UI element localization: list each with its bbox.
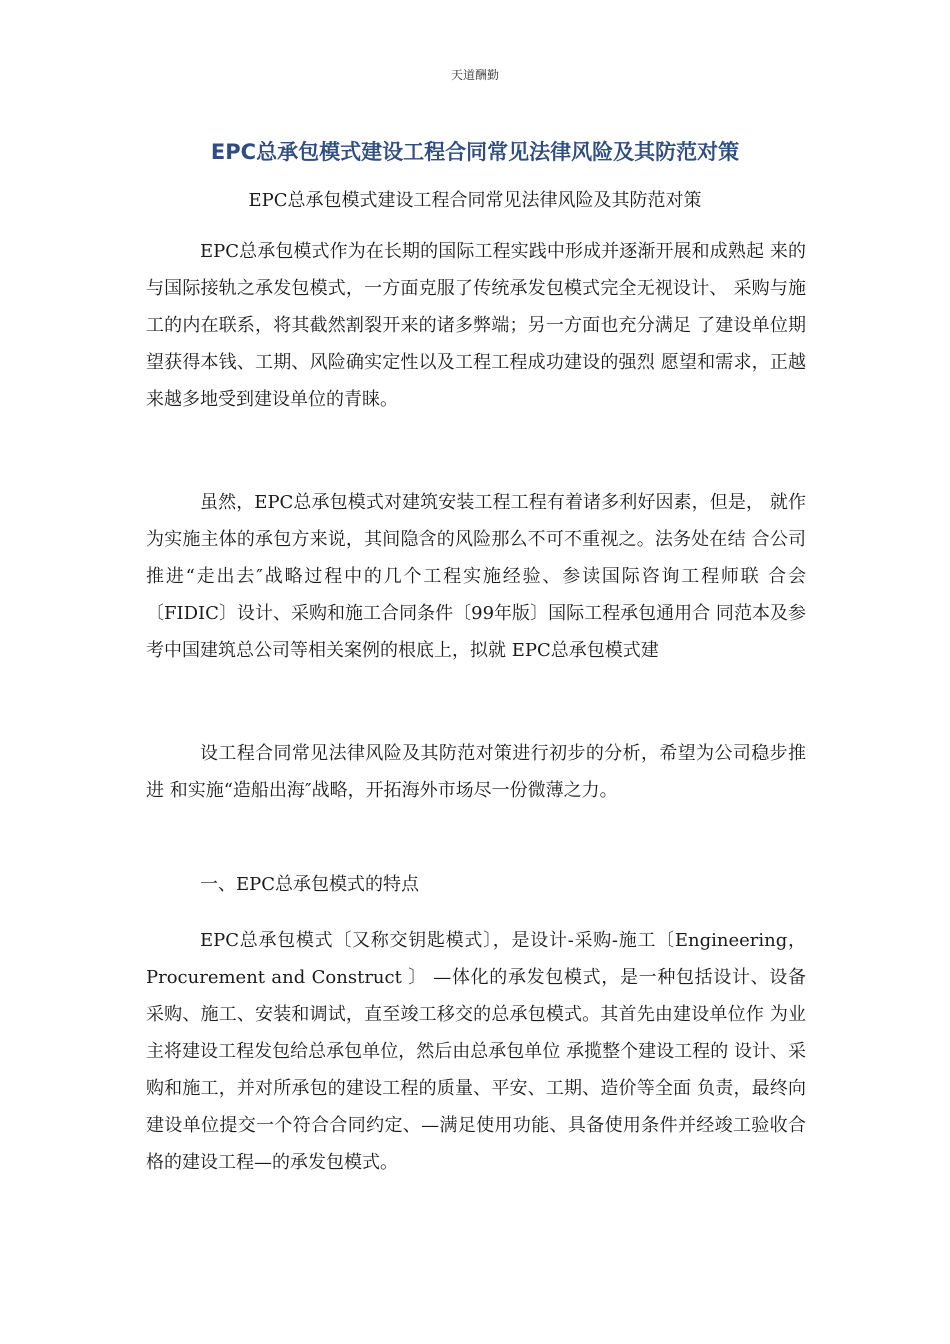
paragraph: 设工程合同常见法律风险及其防范对策进行初步的分析，希望为公司稳步推进 和实施“造船出海″战略，开拓海外市场尽一份微薄之力。 [146, 743, 806, 801]
document-subtitle: EPC总承包模式建设工程合同常见法律风险及其防范对策 [248, 190, 702, 211]
paragraph: EPC总承包模式作为在长期的国际工程实践中形成并逐渐开展和成熟起 来的与国际接轨之承发包模式，一方面克服了传统承发包模式完全无视设计、 采购与施工的内在联系，将其截然割裂开来的诸多弊端；另一方面也充分满足 了建设单位期望获得本钱、工期、风险确实定性以及工程工程成功建设的强烈 愿望和需求，正越来越多地受到建设单位的青睐。 [146, 241, 806, 410]
paragraph: EPC总承包模式〔又称交钥匙模式〕，是设计-采购-施工〔Engineering， Procurement and Construct 〕 —体化的承发包模式，是一种包括设计、设备 采购、施工、安装和调试，直至竣工移交的总承包模式。其首先由建设单位作 为业主将建设工程发包给总承包单位，然后由总承包单位 承揽整个建设工程的 设计、采购和施工，并对所承包的建设工程的质量、平安、工期、造价等全面 负责，最终向建设单位提交一个符合合同约定、—满足使用功能、具备使用条件并经竣工验收合格的建设工程—的承发包模式。 [146, 930, 806, 1173]
document-title: EPC总承包模式建设工程合同常见法律风险及其防范对策 [210, 140, 740, 164]
paragraph: 虽然，EPC总承包模式对建筑安装工程工程有着诸多利好因素，但是， 就作为实施主体的承包方来说，其间隐含的风险那么不可不重视之。法务处在结 合公司推进“走出去″战略过程中的几个工程实施经验、参读国际咨询工程师联 合会〔FIDIC〕设计、采购和施工合同条件〔99年版〕国际工程承包通用合 同范本及参考中国建筑总公司等相关案例的根底上，拟就 EPC总承包模式建 [146, 492, 806, 661]
section-heading: 一、EPC总承包模式的特点 [200, 874, 420, 895]
page-header: 天道酬勤 [450, 68, 499, 82]
